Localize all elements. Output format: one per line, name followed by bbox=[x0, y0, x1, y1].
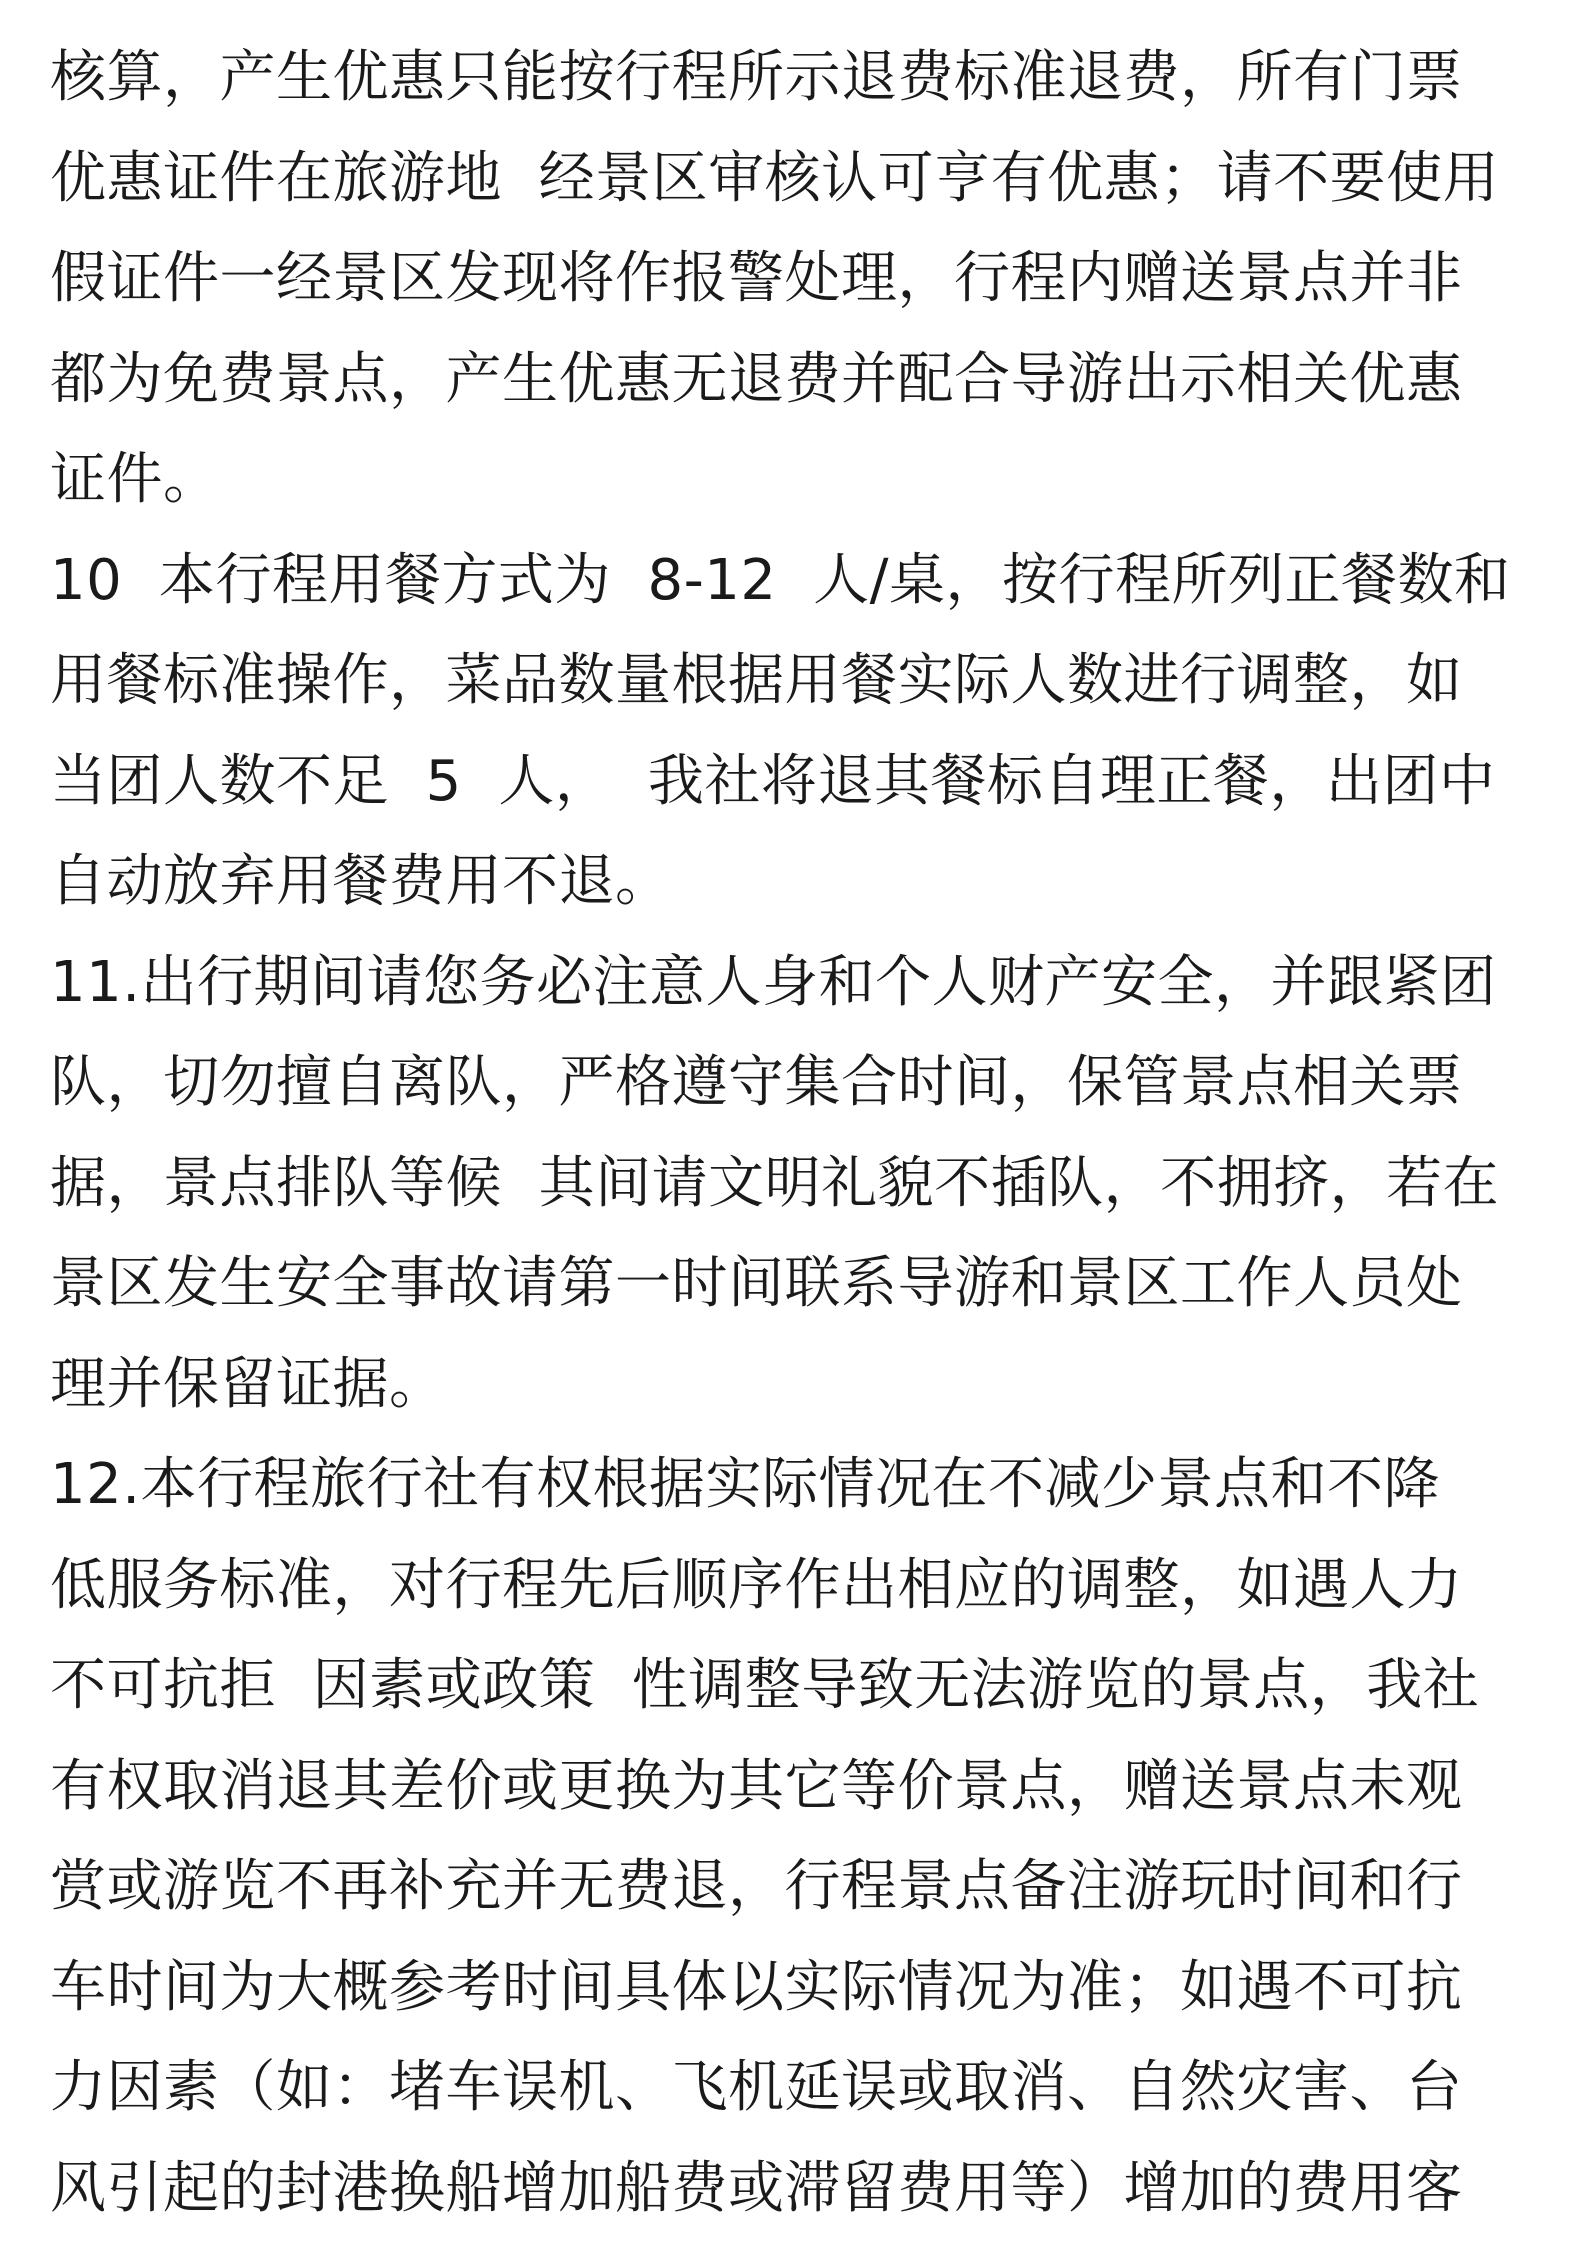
text-line: 队，切勿擅自离队，严格遵守集合时间，保管景点相关票 bbox=[50, 1050, 1463, 1115]
item-10-line: 10 本行程用餐方式为 8-12 人/桌，按行程所列正餐数和 bbox=[50, 547, 1511, 613]
text-line: 赏或游览不再补充并无费退，行程景点备注游玩时间和行 bbox=[50, 1854, 1463, 1919]
text-line: 低服务标准，对行程先后顺序作出相应的调整，如遇人力 bbox=[50, 1552, 1463, 1618]
text-line: 据，景点排队等候 其间请文明礼貌不插队，不拥挤，若在 bbox=[50, 1150, 1500, 1216]
text-line: 假证件一经景区发现将作报警处理，行程内赠送景点并非 bbox=[50, 246, 1463, 311]
text-line: 景区发生安全事故请第一时间联系导游和景区工作人员处 bbox=[50, 1251, 1463, 1316]
text-line: 都为免费景点，产生优惠无退费并配合导游出示相关优惠 bbox=[50, 346, 1463, 412]
text-line: 车时间为大概参考时间具体以实际情况为准；如遇不可抗 bbox=[50, 1954, 1463, 2020]
text-line: 有权取消退其差价或更换为其它等价景点，赠送景点未观 bbox=[50, 1753, 1463, 1819]
text-line: 当团人数不足 5 人， 我社将退其餐标自理正餐，出团中 bbox=[50, 748, 1496, 814]
text-line: 优惠证件在旅游地 经景区审核认可亨有优惠；请不要使用 bbox=[50, 145, 1500, 211]
item-12-line: 12.本行程旅行社有权根据实际情况在不减少景点和不降 bbox=[50, 1452, 1441, 1517]
text-line: 不可抗拒 因素或政策 性调整导致无法游览的景点，我社 bbox=[50, 1653, 1480, 1718]
text-line: 用餐标准操作，菜品数量根据用餐实际人数进行调整，如 bbox=[50, 648, 1463, 713]
text-line: 自动放弃用餐费用不退。 bbox=[50, 849, 672, 914]
text-line: 核算，产生优惠只能按行程所示退费标准退费，所有门票 bbox=[50, 45, 1463, 110]
text-line: 力因素（如：堵车误机、飞机延误或取消、自然灾害、台 bbox=[50, 2055, 1463, 2120]
text-line: 理并保留证据。 bbox=[50, 1351, 446, 1417]
item-11-line: 11.出行期间请您务必注意人身和个人财产安全，并跟紧团 bbox=[50, 949, 1497, 1015]
text-line: 风引起的封港换船增加船费或滞留费用等）增加的费用客 bbox=[50, 2155, 1463, 2221]
text-line: 证件。 bbox=[50, 447, 220, 512]
